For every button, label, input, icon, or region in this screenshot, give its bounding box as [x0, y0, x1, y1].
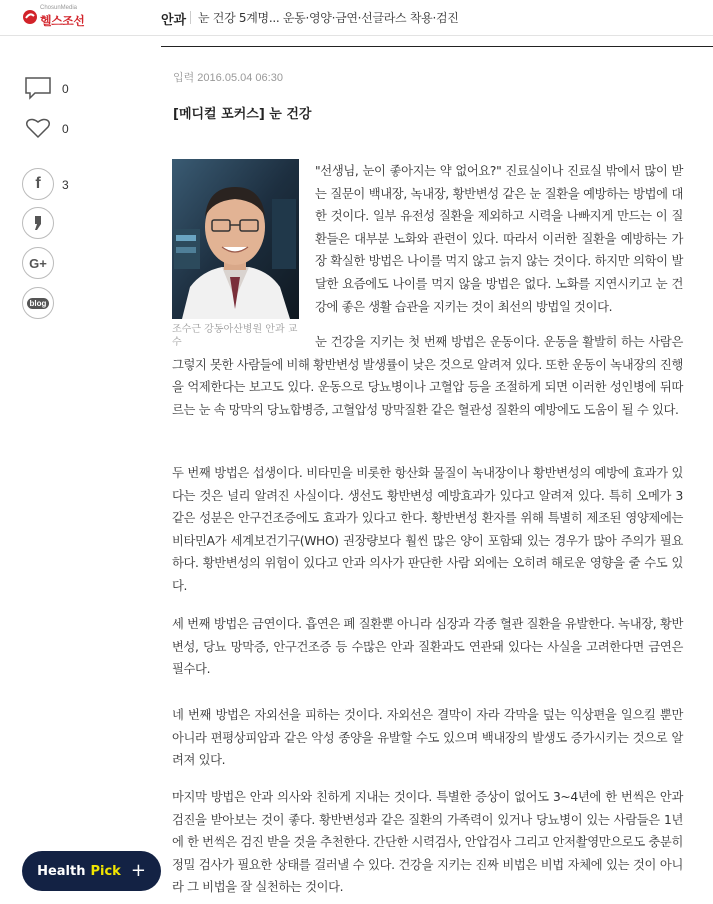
blog-icon: blog	[27, 298, 50, 309]
logo-brand-text: 헬스조선	[40, 14, 85, 28]
top-bar	[0, 0, 713, 36]
article-paragraph: 네 번째 방법은 자외선을 피하는 것이다. 자외선은 결막이 자라 각막을 덮는 익상편을 일으킬 뿐만 아니라 편평상피암과 같은 악성 종양을 유발할 수도 있으며 백내장의 발생도 증가시키는 것으로 알려져 있다.	[172, 708, 683, 768]
health-pick-word: Health	[37, 863, 86, 879]
doctor-portrait-image	[172, 159, 299, 319]
kakaostory-share-button[interactable]	[22, 207, 54, 239]
article-paragraph: 세 번째 방법은 금연이다. 흡연은 폐 질환뿐 아니라 심장과 각종 혈관 질환을 유발한다. 녹내장, 황반변성, 당뇨 망막증, 안구건조증 등 수많은 안과 질환과도 연관돼 있다는 사실을 고려한다면 금연은 필수다.	[172, 617, 683, 677]
plus-icon: +	[130, 860, 146, 881]
section-category[interactable]: 안과	[161, 13, 187, 28]
header-divider	[190, 11, 191, 24]
logo-small-text: ChosunMedia	[40, 5, 78, 11]
published-date: 입력 2016.05.04 06:30	[173, 72, 283, 84]
blog-share-button[interactable]	[22, 287, 54, 319]
facebook-share-button[interactable]	[22, 168, 54, 200]
facebook-share-count: 3	[62, 178, 69, 192]
heart-icon[interactable]	[25, 117, 51, 139]
article-paragraph: 두 번째 방법은 섭생이다. 비타민을 비롯한 항산화 물질이 녹내장이나 황반변성의 예방에 효과가 있다는 것은 널리 알려진 사실이다. 생선도 황반변성 예방효과가 있다고 알려져 있다. 특히 오메가 3 같은 성분은 안구건조증에도 효과가 있다고 한다. 황반변성 환자를 위해 특별히 제조된 영양제에는 비타민A가 세계보건기구(WHO) 권장량보다 훨씬 많은 양이 포함돼 있는 경우가 많아 주의가 필요하다. 황반변성의 위험이 있다고 안과 의사가 판단한 사람 외에는 오히려 해로운 영향을 줄 수도 있다.	[172, 466, 683, 593]
googleplus-share-button[interactable]	[22, 247, 54, 279]
article-subheading: [메디컬 포커스] 눈 건강	[173, 107, 312, 122]
like-count: 0	[62, 122, 69, 136]
facebook-icon: f	[35, 175, 41, 192]
article-paragraph: 마지막 방법은 안과 의사와 친하게 지내는 것이다. 특별한 증상이 없어도 3~4년에 한 번씩은 안과검진을 받아보는 것이 좋다. 황반변성과 같은 질환의 가족력이 있거나 당뇨병이 있는 사람들은 1년에 한 번씩은 검진 받을 것을 추천한다. 간단한 시력검사, 안압검사 그리고 안저촬영만으로도 충분히 정밀 검사가 필요한 상태를 걸러낼 수 있다. 건강을 지키는 진짜 비법은 비법 자체에 있는 것이 아니라 그 비법을 잘 실천하는 것이다.	[172, 790, 683, 895]
googleplus-icon: G+	[29, 255, 47, 271]
health-pick-accent: Pick	[90, 863, 121, 879]
photo-caption: 조수근 강동아산병원 안과 교수	[172, 324, 298, 348]
title-underline	[161, 46, 713, 47]
health-pick-button[interactable]	[22, 851, 161, 891]
kakaostory-icon	[32, 215, 44, 231]
comment-icon[interactable]	[24, 76, 52, 100]
article-paragraph: "선생님, 눈이 좋아지는 약 없어요?" 진료실이나 진료실 밖에서 많이 받는 질문이 백내장, 녹내장, 황반변성 같은 눈 질환을 예방하는 방법에 대한 것이다. 일부 유전성 질환을 제외하고 시력을 나빠지게 만드는 이 질환들은 대부분 노화와 관련이 있다. 따라서 이러한 질환을 예방하는 가장 확실한 방법은 나이를 먹지 않고 늙지 않는 것이다. 하지만 의학이 발달한 요즘에도 나이를 먹지 않을 방법은 없다. 노화를 지연시키고 눈 건강에 좋은 생활 습관을 지키는 것이 최선의 방법일 것이다.	[315, 164, 683, 314]
article-paragraph: 눈 건강을 지키는 첫 번째 방법은 운동이다. 운동을 활발히 하는 사람은 그렇지 못한 사람들에 비해 황반변성 발생률이 낮은 것으로 알려져 있다. 또한 운동이 녹내장의 진행을 억제한다는 보고도 있다. 운동으로 당뇨병이나 고혈압 등을 조절하게 되면 이러한 성인병에 뒤따르는 눈 속 망막의 당뇨합병증, 고혈압성 망막질환 같은 혈관성 질환의 예방에도 도움이 될 수 있다.	[172, 335, 683, 417]
header-headline: 눈 건강 5계명... 운동·영양·금연·선글라스 착용·검진	[198, 11, 459, 25]
doctor-photo	[172, 159, 299, 319]
logo-mark-icon	[22, 9, 38, 25]
site-logo[interactable]	[22, 5, 100, 29]
comment-count: 0	[62, 82, 69, 96]
